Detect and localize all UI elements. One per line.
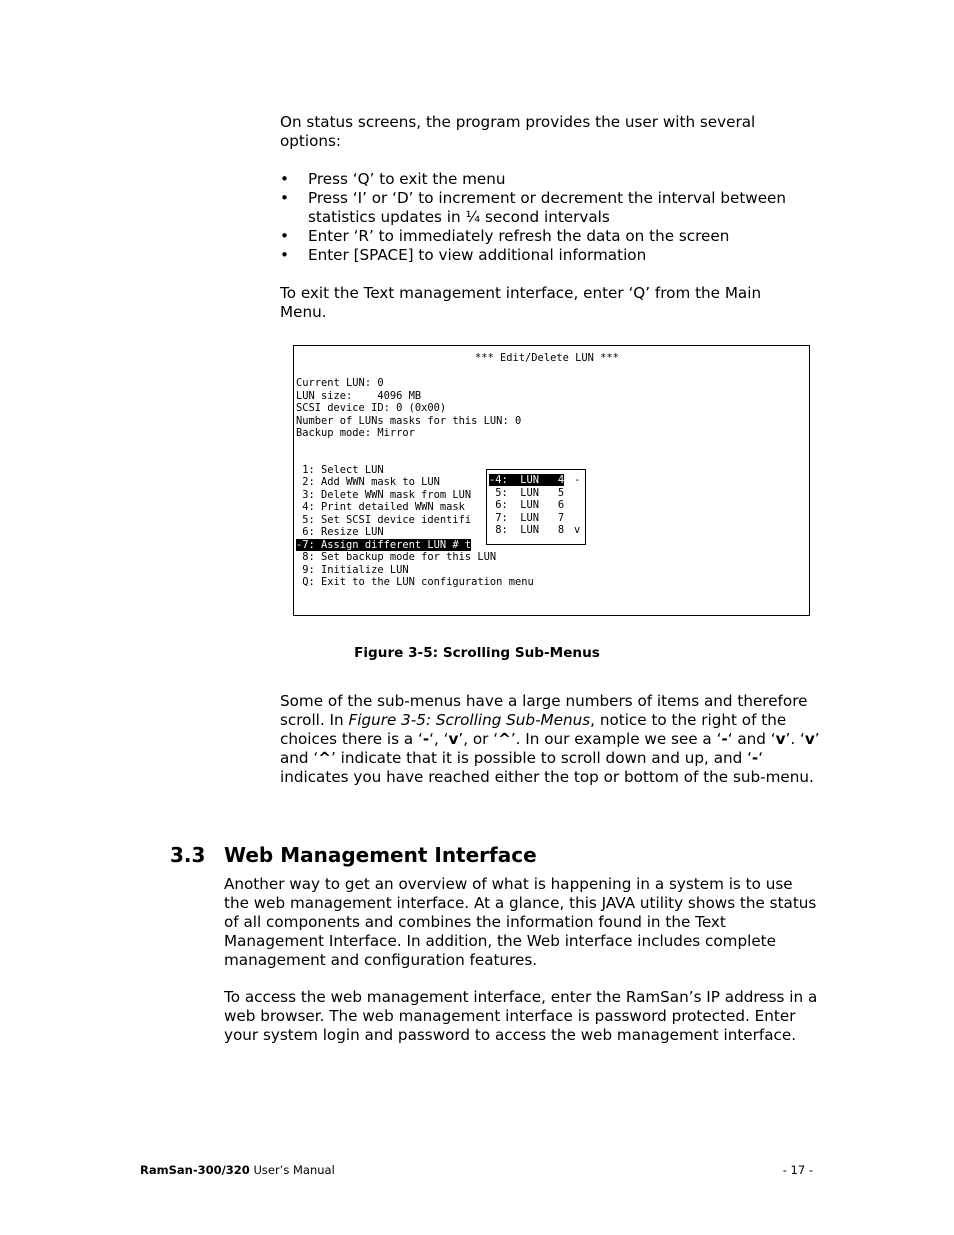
terminal-menu-item: 3: Delete WWN mask from LUN bbox=[296, 488, 472, 501]
list-item: • Press ‘Q’ to exit the menu bbox=[280, 170, 506, 188]
footer-manual: User’s Manual bbox=[249, 1163, 335, 1177]
terminal-submenu-popup bbox=[486, 469, 586, 545]
scroll-top-marker: - bbox=[574, 474, 581, 486]
terminal-menu-item: 9: Initialize LUN bbox=[296, 563, 409, 576]
page-number: - 17 - bbox=[782, 1163, 813, 1177]
submenu-item: 7: LUN 7 bbox=[489, 511, 565, 524]
options-list bbox=[280, 170, 820, 265]
terminal-menu-item-selected: -7: Assign different LUN # t bbox=[296, 538, 472, 551]
terminal-title: *** Edit/Delete LUN *** bbox=[475, 352, 619, 364]
bullet-icon: • bbox=[280, 170, 289, 188]
terminal-screenshot bbox=[293, 345, 810, 616]
figure-caption: Figure 3-5: Scrolling Sub-Menus bbox=[354, 645, 600, 661]
web-access-paragraph: To access the web management interface, enter the RamSan’s IP address in a web browser. The web management interface is password protected. Enter your system login and password to access the web management interface. bbox=[224, 988, 818, 1044]
scroll-down-marker: v bbox=[574, 524, 581, 536]
terminal-menu-item: 5: Set SCSI device identifi bbox=[296, 513, 472, 526]
scroll-paragraph: Some of the sub-menus have a large numbers of items and therefore scroll. In Figure 3-5: Scrolling Sub-Menus, notice to the right of the choices there is a ‘-‘, ‘v’, or ‘^’. In our example we see a ‘-‘ and ‘v’. ‘v’ and ‘^’ indicate that it is possible to scroll down and up, and ‘-‘ indicates you have reached either the top or bottom of the sub-menu. bbox=[280, 692, 820, 786]
bullet-icon: • bbox=[280, 246, 289, 264]
terminal-menu-item: Q: Exit to the LUN configuration menu bbox=[296, 576, 534, 588]
section-title: Web Management Interface bbox=[224, 843, 537, 867]
terminal-menu-item: 2: Add WWN mask to LUN bbox=[296, 476, 440, 488]
submenu-item: 8: LUN 8 bbox=[489, 524, 565, 536]
submenu-item: 5: LUN 5 bbox=[489, 486, 565, 499]
web-interface-paragraph: Another way to get an overview of what is happening in a system is to use the web management interface. At a glance, this JAVA utility shows the status of all components and combines the information found in the Text Management Interface. In addition, the Web interface includes complete management and configuration features. bbox=[224, 875, 817, 969]
terminal-info-line: SCSI device ID: 0 (0x00) bbox=[296, 402, 447, 414]
section-number: 3.3 bbox=[170, 843, 206, 867]
footer-product: RamSan-300/320 bbox=[140, 1163, 250, 1177]
intro-paragraph: On status screens, the program provides the user with several options: bbox=[280, 113, 756, 150]
bullet-icon: • bbox=[280, 189, 289, 207]
footer-title bbox=[140, 1163, 335, 1177]
list-item: • Enter [SPACE] to view additional information bbox=[280, 246, 647, 264]
terminal-info-line: Current LUN: 0 bbox=[296, 377, 384, 389]
figure-reference: Figure 3-5: Scrolling Sub-Menus bbox=[348, 711, 591, 729]
list-item: • Press ‘I’ or ‘D’ to increment or decrement the interval between statistics updates in ¼ second intervals bbox=[280, 189, 787, 226]
exit-paragraph: To exit the Text management interface, enter ‘Q’ from the Main Menu. bbox=[280, 284, 762, 321]
bullet-icon: • bbox=[280, 227, 289, 245]
terminal-menu-item: 6: Resize LUN bbox=[296, 526, 384, 538]
terminal-info-line: Number of LUNs masks for this LUN: 0 bbox=[296, 414, 522, 427]
submenu-item-selected: -4: LUN 4 bbox=[489, 474, 565, 486]
terminal-info-line: Backup mode: Mirror bbox=[296, 427, 415, 439]
section-heading bbox=[170, 843, 537, 867]
terminal-menu-item: 1: Select LUN bbox=[296, 463, 384, 476]
terminal-menu-item: 8: Set backup mode for this LUN bbox=[296, 551, 497, 563]
list-item: • Enter ‘R’ to immediately refresh the data on the screen bbox=[280, 227, 730, 245]
terminal-info-line: LUN size: 4096 MB bbox=[296, 389, 422, 402]
submenu-item: 6: LUN 6 bbox=[489, 499, 565, 511]
terminal-menu-item: 4: Print detailed WWN mask bbox=[296, 501, 465, 513]
